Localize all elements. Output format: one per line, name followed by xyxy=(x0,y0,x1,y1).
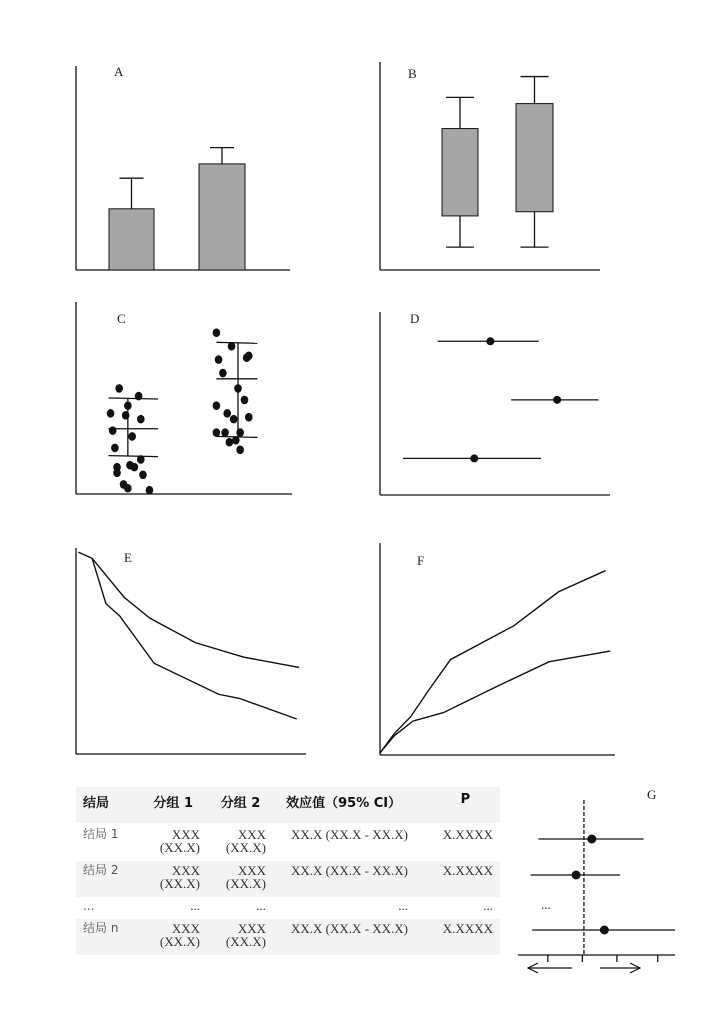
cell-group2 xyxy=(200,864,266,897)
point-estimate xyxy=(587,835,596,844)
series-line-lower xyxy=(92,558,297,719)
cell-pct: (XX.X) xyxy=(225,934,266,949)
data-point xyxy=(146,486,154,495)
cell-n: XXX xyxy=(237,827,266,842)
panel-label-a: A xyxy=(114,64,124,79)
cell-n: XXX xyxy=(171,827,200,842)
cell-effect: ... xyxy=(398,898,408,913)
header-outcome: 结局 xyxy=(83,796,110,811)
data-point xyxy=(223,409,231,418)
panel-label-f: F xyxy=(417,553,425,568)
table-row xyxy=(76,825,500,861)
data-point xyxy=(115,384,123,393)
data-point xyxy=(221,428,229,437)
cell-p: X.XXXX xyxy=(442,921,493,936)
point-estimate xyxy=(600,926,609,935)
data-point xyxy=(243,353,251,362)
data-point xyxy=(139,471,147,480)
sd-line xyxy=(216,342,257,343)
cell-n: XXX xyxy=(237,863,266,878)
data-point xyxy=(213,328,221,337)
box xyxy=(516,104,553,212)
header-group2: 分组 2 xyxy=(220,796,261,811)
ellipsis: ... xyxy=(541,897,551,912)
cell-pct: (XX.X) xyxy=(225,840,266,855)
series-line-upper xyxy=(78,552,299,667)
data-point xyxy=(241,396,249,405)
sd-line xyxy=(108,398,158,399)
data-point xyxy=(128,432,136,441)
table-header xyxy=(76,787,500,823)
data-point xyxy=(215,355,223,364)
cell-group1 xyxy=(142,922,200,955)
cell-effect: XX.X (XX.X - XX.X) xyxy=(291,863,408,878)
table-row xyxy=(76,919,500,955)
data-point xyxy=(236,446,244,455)
cell-group1: ... xyxy=(190,898,200,913)
point-estimate xyxy=(470,454,478,462)
data-point xyxy=(124,484,132,493)
data-point xyxy=(113,469,121,478)
header-p: P xyxy=(460,792,471,807)
data-point xyxy=(226,438,234,447)
data-point xyxy=(213,428,221,437)
header-group1: 分组 1 xyxy=(153,796,193,811)
data-point xyxy=(137,415,145,424)
cell-pct: (XX.X) xyxy=(159,876,200,891)
table-row xyxy=(76,861,500,897)
cell-group1 xyxy=(142,864,200,897)
data-point xyxy=(131,463,139,472)
panel-label-b: B xyxy=(408,66,417,81)
cell-n: XXX xyxy=(171,921,200,936)
bar xyxy=(109,209,154,270)
data-point xyxy=(219,369,227,378)
data-point xyxy=(230,415,238,424)
cell-p: X.XXXX xyxy=(442,827,493,842)
cell-effect: XX.X (XX.X - XX.X) xyxy=(291,921,408,936)
bar xyxy=(199,164,245,270)
cell-group2 xyxy=(200,922,266,955)
header-effect: 效应值（95% CI） xyxy=(286,796,402,811)
cell-n: XXX xyxy=(237,921,266,936)
cell-outcome: 结局 1 xyxy=(83,827,119,841)
data-point xyxy=(107,409,115,418)
point-estimate xyxy=(553,396,561,404)
data-point xyxy=(245,413,253,422)
cell-pct: (XX.X) xyxy=(159,934,200,949)
cell-outcome: 结局 2 xyxy=(83,863,119,877)
cell-outcome: 结局 n xyxy=(83,921,119,935)
data-point xyxy=(213,401,221,410)
sd-line xyxy=(216,436,257,437)
cell-p: ... xyxy=(483,898,493,913)
panel-label-g: G xyxy=(647,787,657,802)
cell-pct: (XX.X) xyxy=(225,876,266,891)
panel-label-d: D xyxy=(410,311,420,326)
point-estimate xyxy=(572,871,581,880)
point-estimate xyxy=(486,337,494,345)
data-point xyxy=(109,426,117,435)
cell-p: X.XXXX xyxy=(442,863,493,878)
panel-label-e: E xyxy=(124,550,132,565)
series-line-upper xyxy=(380,571,606,753)
cell-group1 xyxy=(142,828,200,861)
data-point xyxy=(111,444,119,453)
cell-n: XXX xyxy=(171,863,200,878)
series-line-lower xyxy=(380,651,610,753)
table-row-ellipsis xyxy=(76,897,500,919)
cell-group2 xyxy=(200,828,266,861)
box xyxy=(442,129,478,216)
cell-pct: (XX.X) xyxy=(159,840,200,855)
sd-line xyxy=(108,456,158,457)
results-table xyxy=(76,787,500,955)
panel-label-c: C xyxy=(117,311,126,326)
cell-group2: ... xyxy=(256,898,266,913)
cell-effect: XX.X (XX.X - XX.X) xyxy=(291,827,408,842)
cell-outcome: ... xyxy=(83,899,95,913)
